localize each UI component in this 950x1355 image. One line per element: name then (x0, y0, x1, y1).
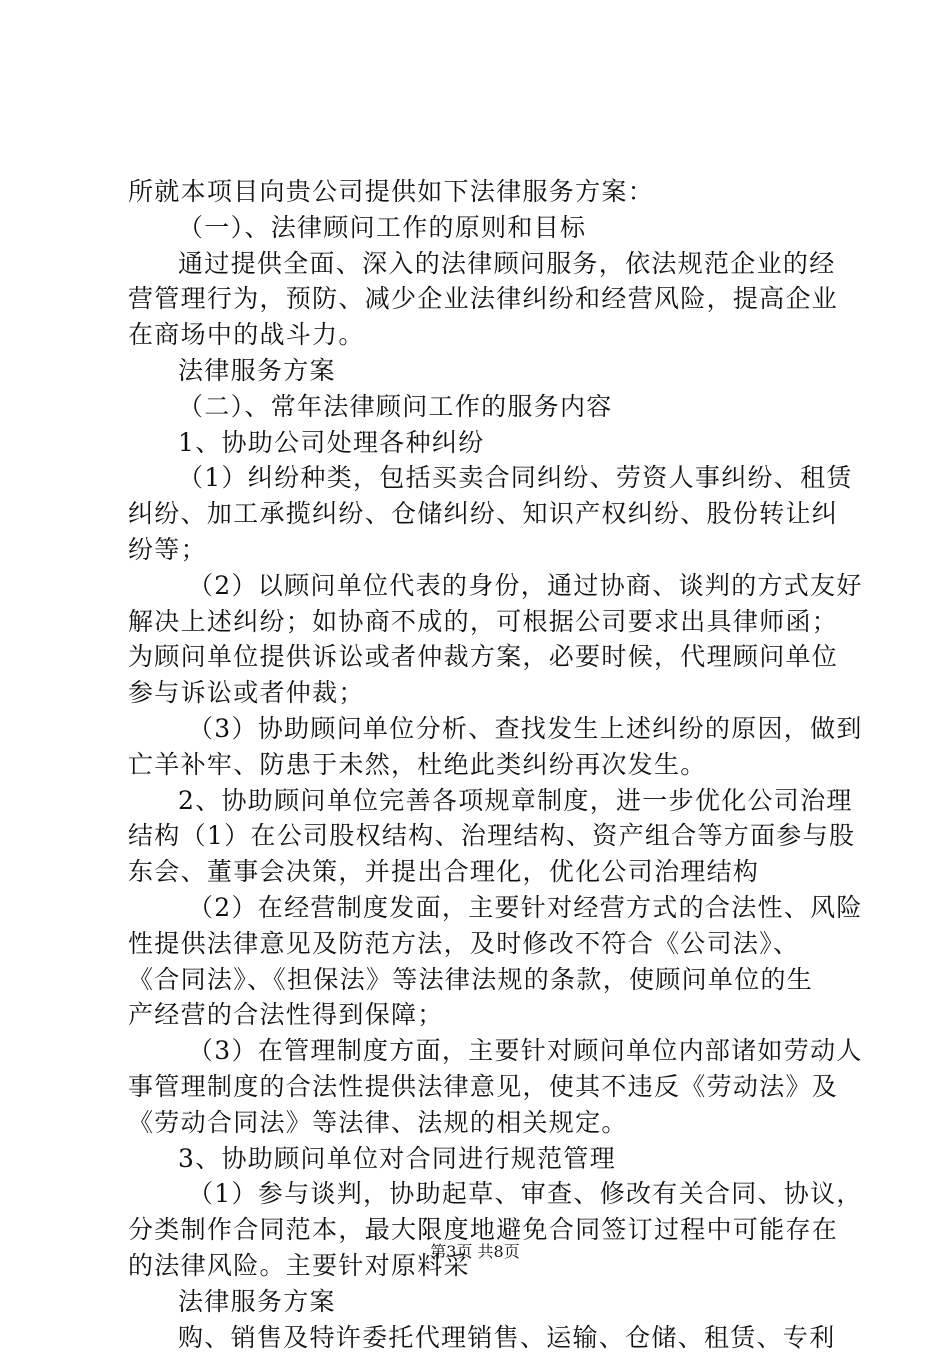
text-line: 在商场中的战斗力。 (128, 317, 838, 353)
page-number-footer: 第3页 共8页 (0, 1240, 950, 1264)
text-line: （1）参与谈判，协助起草、审查、修改有关合同、协议， (128, 1176, 838, 1212)
text-line: （3）协助顾问单位分析、查找发生上述纠纷的原因，做到 (128, 711, 838, 747)
subsection-heading: 1、协助公司处理各种纠纷 (128, 425, 838, 461)
text-line: 营管理行为，预防、减少企业法律纠纷和经营风险，提高企业 (128, 281, 838, 317)
text-line: 通过提供全面、深入的法律顾问服务，依法规范企业的经 (128, 246, 838, 282)
subsection-heading: 2、协助顾问单位完善各项规章制度，进一步优化公司治理 (128, 783, 838, 819)
text-line: 结构（1）在公司股权结构、治理结构、资产组合等方面参与股 (128, 818, 838, 854)
text-line: （2）在经营制度发面，主要针对经营方式的合法性、风险 (128, 890, 838, 926)
text-line: 购、销售及特许委托代理销售、运输、仓储、租赁、专利 (128, 1320, 838, 1355)
text-line: 亡羊补牢、防患于未然，杜绝此类纠纷再次发生。 (128, 747, 838, 783)
text-line: 所就本项目向贵公司提供如下法律服务方案： (128, 174, 838, 210)
text-line: 解决上述纠纷；如协商不成的，可根据公司要求出具律师函； (128, 604, 838, 640)
text-line: （1）纠纷种类，包括买卖合同纠纷、劳资人事纠纷、租赁 (128, 460, 838, 496)
text-line: 分类制作合同范本，最大限度地避免合同签订过程中可能存在 (128, 1212, 838, 1248)
text-line: 纠纷、加工承揽纠纷、仓储纠纷、知识产权纠纷、股份转让纠 (128, 496, 838, 532)
text-line: 事管理制度的合法性提供法律意见，使其不违反《劳动法》及 (128, 1069, 838, 1105)
section-heading: （二）、常年法律顾问工作的服务内容 (128, 389, 838, 425)
text-line: 参与诉讼或者仲裁； (128, 675, 838, 711)
text-line: 《劳动合同法》等法律、法规的相关规定。 (128, 1105, 838, 1141)
document-body (128, 174, 838, 1355)
text-line: 纷等； (128, 532, 838, 568)
running-header-text: 法律服务方案 (128, 1284, 838, 1320)
text-line: 性提供法律意见及防范方法，及时修改不符合《公司法》、 (128, 926, 838, 962)
text-line: 《合同法》、《担保法》等法律法规的条款，使顾问单位的生 (128, 962, 838, 998)
running-header-text: 法律服务方案 (128, 353, 838, 389)
subsection-heading: 3、协助顾问单位对合同进行规范管理 (128, 1141, 838, 1177)
text-line: 为顾问单位提供诉讼或者仲裁方案，必要时候，代理顾问单位 (128, 639, 838, 675)
text-line: 产经营的合法性得到保障； (128, 997, 838, 1033)
text-line: （3）在管理制度方面，主要针对顾问单位内部诸如劳动人 (128, 1033, 838, 1069)
text-line: 的法律风险。主要针对原料采 (128, 1248, 838, 1284)
text-line: 东会、董事会决策，并提出合理化，优化公司治理结构 (128, 854, 838, 890)
text-line: （2）以顾问单位代表的身份，通过协商、谈判的方式友好 (128, 568, 838, 604)
section-heading: （一）、法律顾问工作的原则和目标 (128, 210, 838, 246)
